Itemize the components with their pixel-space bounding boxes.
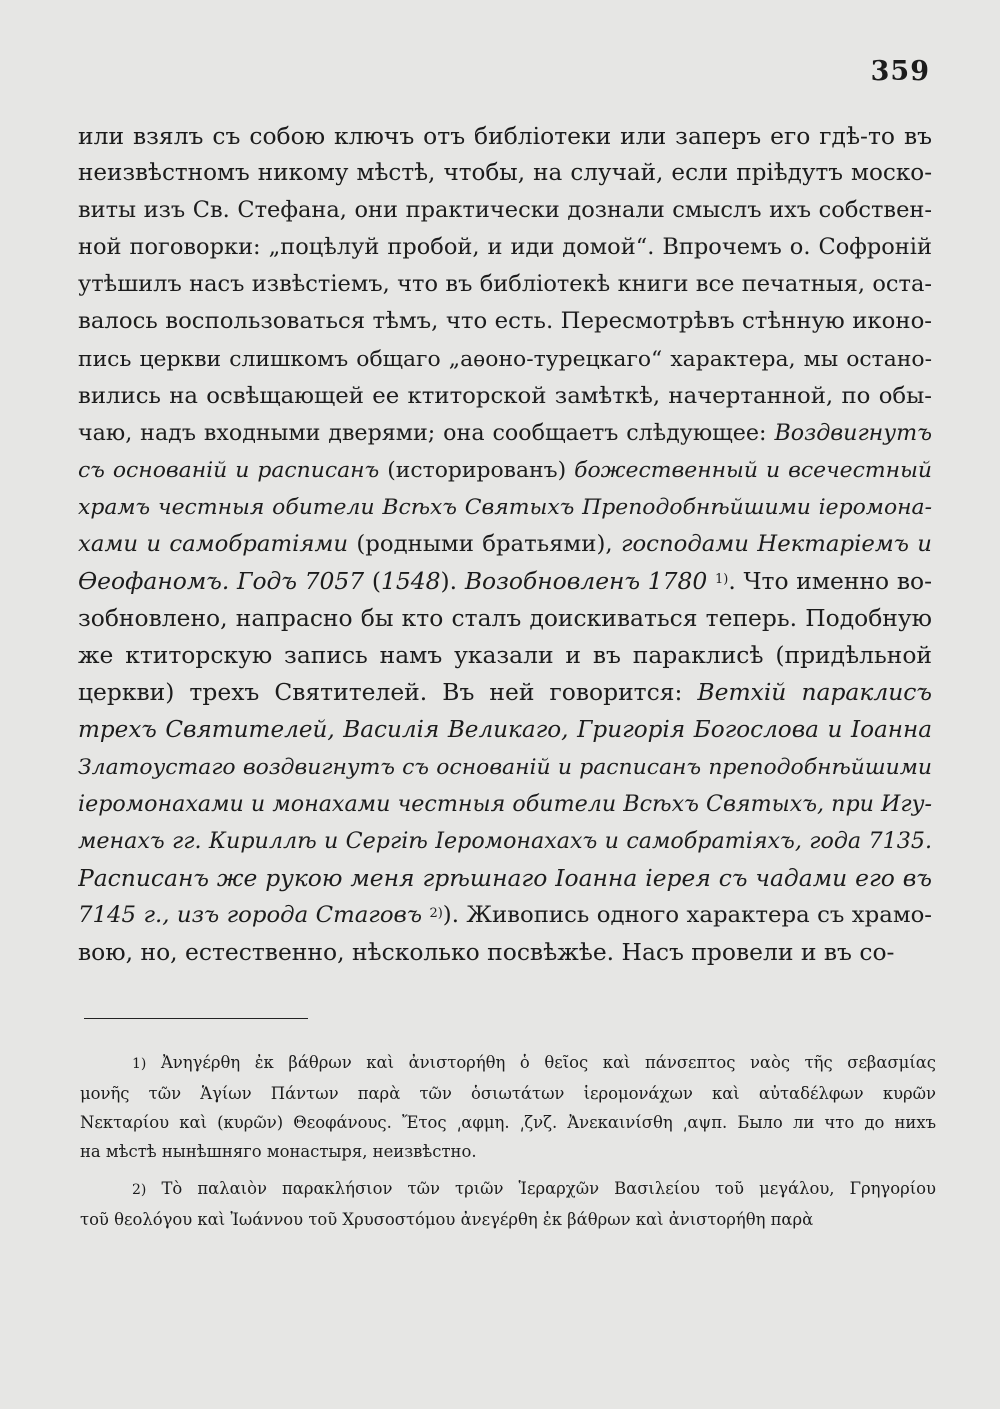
text-line — [78, 749, 932, 786]
text-segment: (исторированъ) — [379, 457, 575, 483]
text-line — [78, 563, 932, 600]
text-segment: божественный и всечестный — [574, 457, 932, 483]
text-segment: 7145 г., изъ города Стаговъ — [78, 901, 423, 928]
text-segment: или взялъ съ собою ключъ отъ библіотеки или заперъ его гдѣ-то въ — [78, 122, 932, 150]
text-segment: Воздвигнутъ — [774, 419, 932, 446]
text-segment: Расписанъ же рукою меня грѣшнаго Іоанна іерея съ чадами его въ — [78, 863, 932, 892]
text-segment: же ктиторскую запись намъ указали и въ параклисѣ (придѣльной — [78, 641, 932, 670]
footnote-marker: 2) — [132, 1182, 147, 1198]
text-line — [78, 897, 932, 934]
text-segment: неизвѣстномъ никому мѣстѣ, чтобы, на случай, если пріѣдутъ моско- — [78, 160, 932, 187]
footnote-line — [80, 1205, 936, 1234]
text-segment: ( — [364, 567, 382, 596]
text-segment: вою, но, естественно, нѣсколько посвѣжѣе. Насъ провели и въ со- — [78, 938, 895, 967]
footnote-spacer — [80, 1166, 936, 1174]
text-line — [78, 823, 932, 860]
text-line — [78, 155, 932, 192]
text-segment: хами и самобратіями — [78, 531, 349, 558]
text-segment: виты изъ Св. Стефана, они практически дознали смыслъ ихъ собствен- — [78, 197, 932, 224]
footnote-line — [80, 1079, 936, 1108]
text-line — [78, 934, 932, 971]
footnote-line — [80, 1174, 936, 1205]
body-text — [78, 118, 932, 971]
text-line — [78, 674, 932, 711]
footnote-line — [80, 1048, 936, 1079]
text-line — [78, 378, 932, 415]
text-segment: Ветхій параклисъ — [697, 678, 932, 707]
footnote-line — [80, 1108, 936, 1137]
footnote-text: Νεκταρίου καὶ (κυρῶν) Θεοφάνους. Ἔτος ͵αφμη. ͵ζνζ. Ἀνεκαινίσθη ͵αψπ. Было ли что до нихъ — [80, 1113, 936, 1132]
text-segment: 1548 — [381, 567, 441, 596]
text-segment: утѣшилъ насъ извѣстіемъ, что въ библіотекѣ книги все печатныя, оста- — [78, 271, 932, 298]
text-line — [78, 303, 932, 340]
text-segment: Возобновленъ 1780 — [464, 567, 708, 596]
text-line — [78, 266, 932, 303]
footnote-text: на мѣстѣ нынѣшняго монастыря, неизвѣстно. — [80, 1142, 477, 1161]
text-segment: ). Живопись одного характера съ храмо- — [442, 901, 932, 928]
footnote-text: Τὸ παλαιὸν παρακλήσιον τῶν τριῶν Ἱεραρχῶν Βασιλείου τοῦ μεγάλου, Γρηγορίου — [161, 1179, 936, 1198]
footnote-text: τοῦ θεολόγου καὶ Ἰωάννου τοῦ Χρυσοστόμου ἀνεγέρθη ἐκ βάθρων καὶ ἀνιστορήθη παρὰ — [80, 1210, 814, 1229]
text-segment: церкви) трехъ Святителей. Въ ней говорится: — [78, 678, 698, 707]
text-segment: менахъ гг. Кириллѣ и Сергіѣ Іеромонахахъ и самобратіяхъ, года 7135. — [78, 827, 932, 854]
text-line — [78, 600, 932, 637]
text-segment: Златоустаго воздвигнутъ съ основаній и расписанъ преподобнѣйшими — [78, 754, 932, 780]
footnote-divider — [84, 1018, 308, 1019]
text-segment: господами Нектаріемъ и — [620, 531, 932, 558]
text-segment: Ѳеофаномъ. Годъ 7057 — [78, 567, 365, 596]
text-line — [78, 118, 932, 155]
footnote-marker: 1) — [132, 1056, 147, 1072]
text-line — [78, 860, 932, 897]
text-line — [78, 712, 932, 749]
text-segment: ной поговорки: „поцѣлуй пробой, и иди домой“. Впрочемъ о. Софроній — [78, 234, 932, 261]
text-line — [78, 192, 932, 229]
footnote-text: Ἀνηγέρθη ἐκ βάθρων καὶ ἀνιστορήθη ὁ θεῖος καὶ πάνσεπτος ναὸς τῆς σεβασμίας — [160, 1053, 936, 1072]
text-segment — [707, 567, 715, 595]
footnotes — [80, 1048, 936, 1234]
footnote-line — [80, 1137, 936, 1166]
text-line — [78, 489, 932, 526]
text-segment: (родными братьями), — [348, 531, 621, 558]
text-segment: ). — [440, 567, 465, 596]
text-segment: чаю, надъ входными дверями; она сообщаетъ слѣдующее: — [78, 419, 775, 446]
text-line — [78, 637, 932, 674]
text-line — [78, 415, 932, 452]
text-line — [78, 786, 932, 823]
text-segment: іеромонахами и монахами честныя обители Всѣхъ Святыхъ, при Игу- — [78, 790, 932, 817]
text-segment: пись церкви слишкомъ общаго „аѳоно-турецкаго“ характера, мы остано- — [78, 346, 932, 372]
text-segment: валось воспользоваться тѣмъ, что есть. Пересмотрѣвъ стѣнную иконо- — [78, 308, 932, 335]
page-number: 359 — [870, 56, 930, 87]
footnote-reference: 1) — [714, 572, 729, 588]
text-line — [78, 526, 932, 563]
text-segment: вились на освѣщающей ее ктиторской замѣткѣ, начертанной, по обы- — [78, 382, 932, 409]
text-line — [78, 341, 932, 378]
footnote-text: μονῆς τῶν Ἁγίων Πάντων παρὰ τῶν ὁσιωτάτων ἱερομονάχων καὶ αὐταδέλφων κυρῶν — [80, 1084, 936, 1103]
text-segment: . Что именно во- — [728, 567, 932, 596]
text-line — [78, 229, 932, 266]
text-segment: храмъ честныя обители Всѣхъ Святыхъ Преподобнѣйшими іеромона- — [78, 494, 932, 520]
footnote-reference: 2) — [429, 905, 443, 921]
text-line — [78, 452, 932, 489]
text-segment: зобновлено, напрасно бы кто сталъ доискиваться теперь. Подобную — [78, 604, 932, 633]
text-segment: съ основаній и расписанъ — [78, 457, 380, 483]
text-segment: трехъ Святителей, Василія Великаго, Григорія Богослова и Іоанна — [78, 716, 932, 743]
